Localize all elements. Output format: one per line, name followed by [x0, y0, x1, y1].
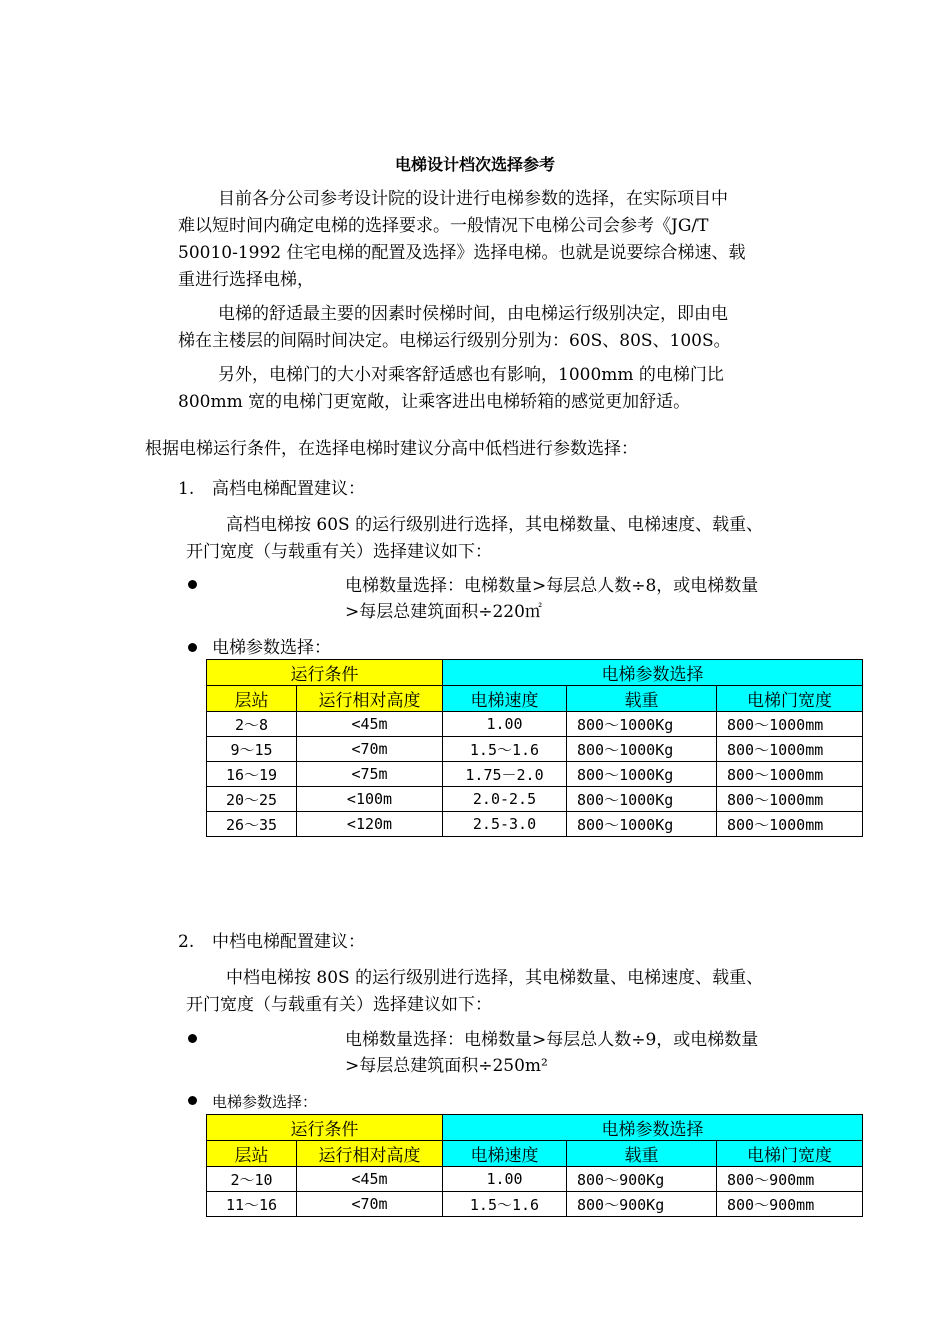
section1-count-line1: 电梯数量选择：电梯数量>每层总人数÷8，或电梯数量	[345, 576, 759, 596]
section2-count-line2: >每层总建筑面积÷250m²	[345, 1056, 548, 1076]
bullet-dot	[188, 1034, 197, 1043]
cell-floors: 2～10	[207, 1167, 297, 1192]
cell-load: 800～900Kg	[567, 1167, 717, 1192]
document-title: 电梯设计档次选择参考	[394, 155, 555, 174]
cell-floors: 20～25	[207, 787, 297, 812]
cell-floors: 9～15	[207, 737, 297, 762]
section2-number: 2.	[178, 932, 195, 952]
section1-number: 1.	[178, 479, 195, 499]
intro-p1-line2: 难以短时间内确定电梯的选择要求。一般情况下电梯公司会参考《JG/T	[178, 216, 709, 236]
section2-heading: 中档电梯配置建议：	[212, 932, 365, 952]
intro-p1-line4: 重进行选择电梯，	[178, 270, 314, 290]
cell-speed: 1.75－2.0	[443, 762, 567, 787]
cell-load: 800～1000Kg	[567, 787, 717, 812]
col-header-speed: 电梯速度	[443, 686, 567, 712]
intro-p2-line2: 梯在主楼层的间隔时间决定。电梯运行级别分别为：60S、80S、100S。	[178, 331, 731, 351]
table-row	[207, 712, 863, 737]
intro-p1-line3: 50010-1992 住宅电梯的配置及选择》选择电梯。也就是说要综合梯速、载	[178, 243, 746, 263]
cell-door-width: 800～1000mm	[717, 737, 863, 762]
col-header-load: 载重	[567, 1141, 717, 1167]
cell-door-width: 800～1000mm	[717, 812, 863, 837]
cell-floors: 2～8	[207, 712, 297, 737]
bullet-dot	[188, 643, 197, 652]
section2-param-table	[206, 1114, 863, 1217]
col-header-door-width: 电梯门宽度	[717, 1141, 863, 1167]
cell-speed: 2.0-2.5	[443, 787, 567, 812]
intro-p2-line1: 电梯的舒适最主要的因素时侯梯时间，由电梯运行级别决定，即由电	[218, 304, 728, 324]
section1-heading: 高档电梯配置建议：	[212, 479, 365, 499]
cell-height: <75m	[297, 762, 443, 787]
cell-load: 800～1000Kg	[567, 762, 717, 787]
cell-speed: 1.5～1.6	[443, 1192, 567, 1217]
col-header-floors: 层站	[207, 686, 297, 712]
cell-speed: 1.5～1.6	[443, 737, 567, 762]
section1-desc-line1: 高档电梯按 60S 的运行级别进行选择，其电梯数量、电梯速度、载重、	[226, 515, 764, 535]
intro-p1-line1: 目前各分公司参考设计院的设计进行电梯参数的选择，在实际项目中	[218, 189, 728, 209]
bullet-dot	[188, 1096, 197, 1105]
table-row	[207, 762, 863, 787]
cell-height: <45m	[297, 712, 443, 737]
table-row	[207, 1167, 863, 1192]
cell-load: 800～1000Kg	[567, 737, 717, 762]
section1-desc-line2: 开门宽度（与载重有关）选择建议如下：	[186, 542, 492, 562]
section2-count-line1: 电梯数量选择：电梯数量>每层总人数÷9，或电梯数量	[345, 1030, 759, 1050]
cell-floors: 16～19	[207, 762, 297, 787]
section1-param-table	[206, 659, 863, 837]
col-header-speed: 电梯速度	[443, 1141, 567, 1167]
header-operating-conditions: 运行条件	[207, 1115, 443, 1141]
section1-count-line2: >每层总建筑面积÷220㎡	[345, 602, 542, 622]
cell-load: 800～1000Kg	[567, 812, 717, 837]
cell-height: <45m	[297, 1167, 443, 1192]
cell-floors: 26～35	[207, 812, 297, 837]
table-row	[207, 1192, 863, 1217]
cell-door-width: 800～1000mm	[717, 712, 863, 737]
section2-param-label: 电梯参数选择：	[212, 1093, 318, 1111]
cell-height: <70m	[297, 1192, 443, 1217]
col-header-load: 载重	[567, 686, 717, 712]
cell-door-width: 800～1000mm	[717, 762, 863, 787]
cell-load: 800～900Kg	[567, 1192, 717, 1217]
section1-param-label: 电梯参数选择：	[212, 638, 331, 658]
bullet-dot	[188, 580, 197, 589]
cell-speed: 1.00	[443, 1167, 567, 1192]
cell-height: <100m	[297, 787, 443, 812]
table-row	[207, 787, 863, 812]
cell-height: <120m	[297, 812, 443, 837]
cell-door-width: 800～900mm	[717, 1192, 863, 1217]
header-elevator-params: 电梯参数选择	[443, 660, 863, 686]
section2-desc-line1: 中档电梯按 80S 的运行级别进行选择，其电梯数量、电梯速度、载重、	[226, 968, 764, 988]
cell-floors: 11～16	[207, 1192, 297, 1217]
col-header-floors: 层站	[207, 1141, 297, 1167]
intro-p3-line2: 800mm 宽的电梯门更宽敞，让乘客进出电梯轿箱的感觉更加舒适。	[178, 392, 691, 412]
col-header-height: 运行相对高度	[297, 1141, 443, 1167]
cell-door-width: 800～1000mm	[717, 787, 863, 812]
lead-sentence: 根据电梯运行条件，在选择电梯时建议分高中低档进行参数选择：	[145, 439, 638, 459]
cell-height: <70m	[297, 737, 443, 762]
intro-p3-line1: 另外，电梯门的大小对乘客舒适感也有影响，1000mm 的电梯门比	[218, 365, 724, 385]
cell-load: 800～1000Kg	[567, 712, 717, 737]
cell-speed: 2.5-3.0	[443, 812, 567, 837]
table-row	[207, 812, 863, 837]
header-elevator-params: 电梯参数选择	[443, 1115, 863, 1141]
cell-speed: 1.00	[443, 712, 567, 737]
table-row	[207, 737, 863, 762]
col-header-height: 运行相对高度	[297, 686, 443, 712]
col-header-door-width: 电梯门宽度	[717, 686, 863, 712]
cell-door-width: 800～900mm	[717, 1167, 863, 1192]
section2-desc-line2: 开门宽度（与载重有关）选择建议如下：	[186, 995, 492, 1015]
header-operating-conditions: 运行条件	[207, 660, 443, 686]
